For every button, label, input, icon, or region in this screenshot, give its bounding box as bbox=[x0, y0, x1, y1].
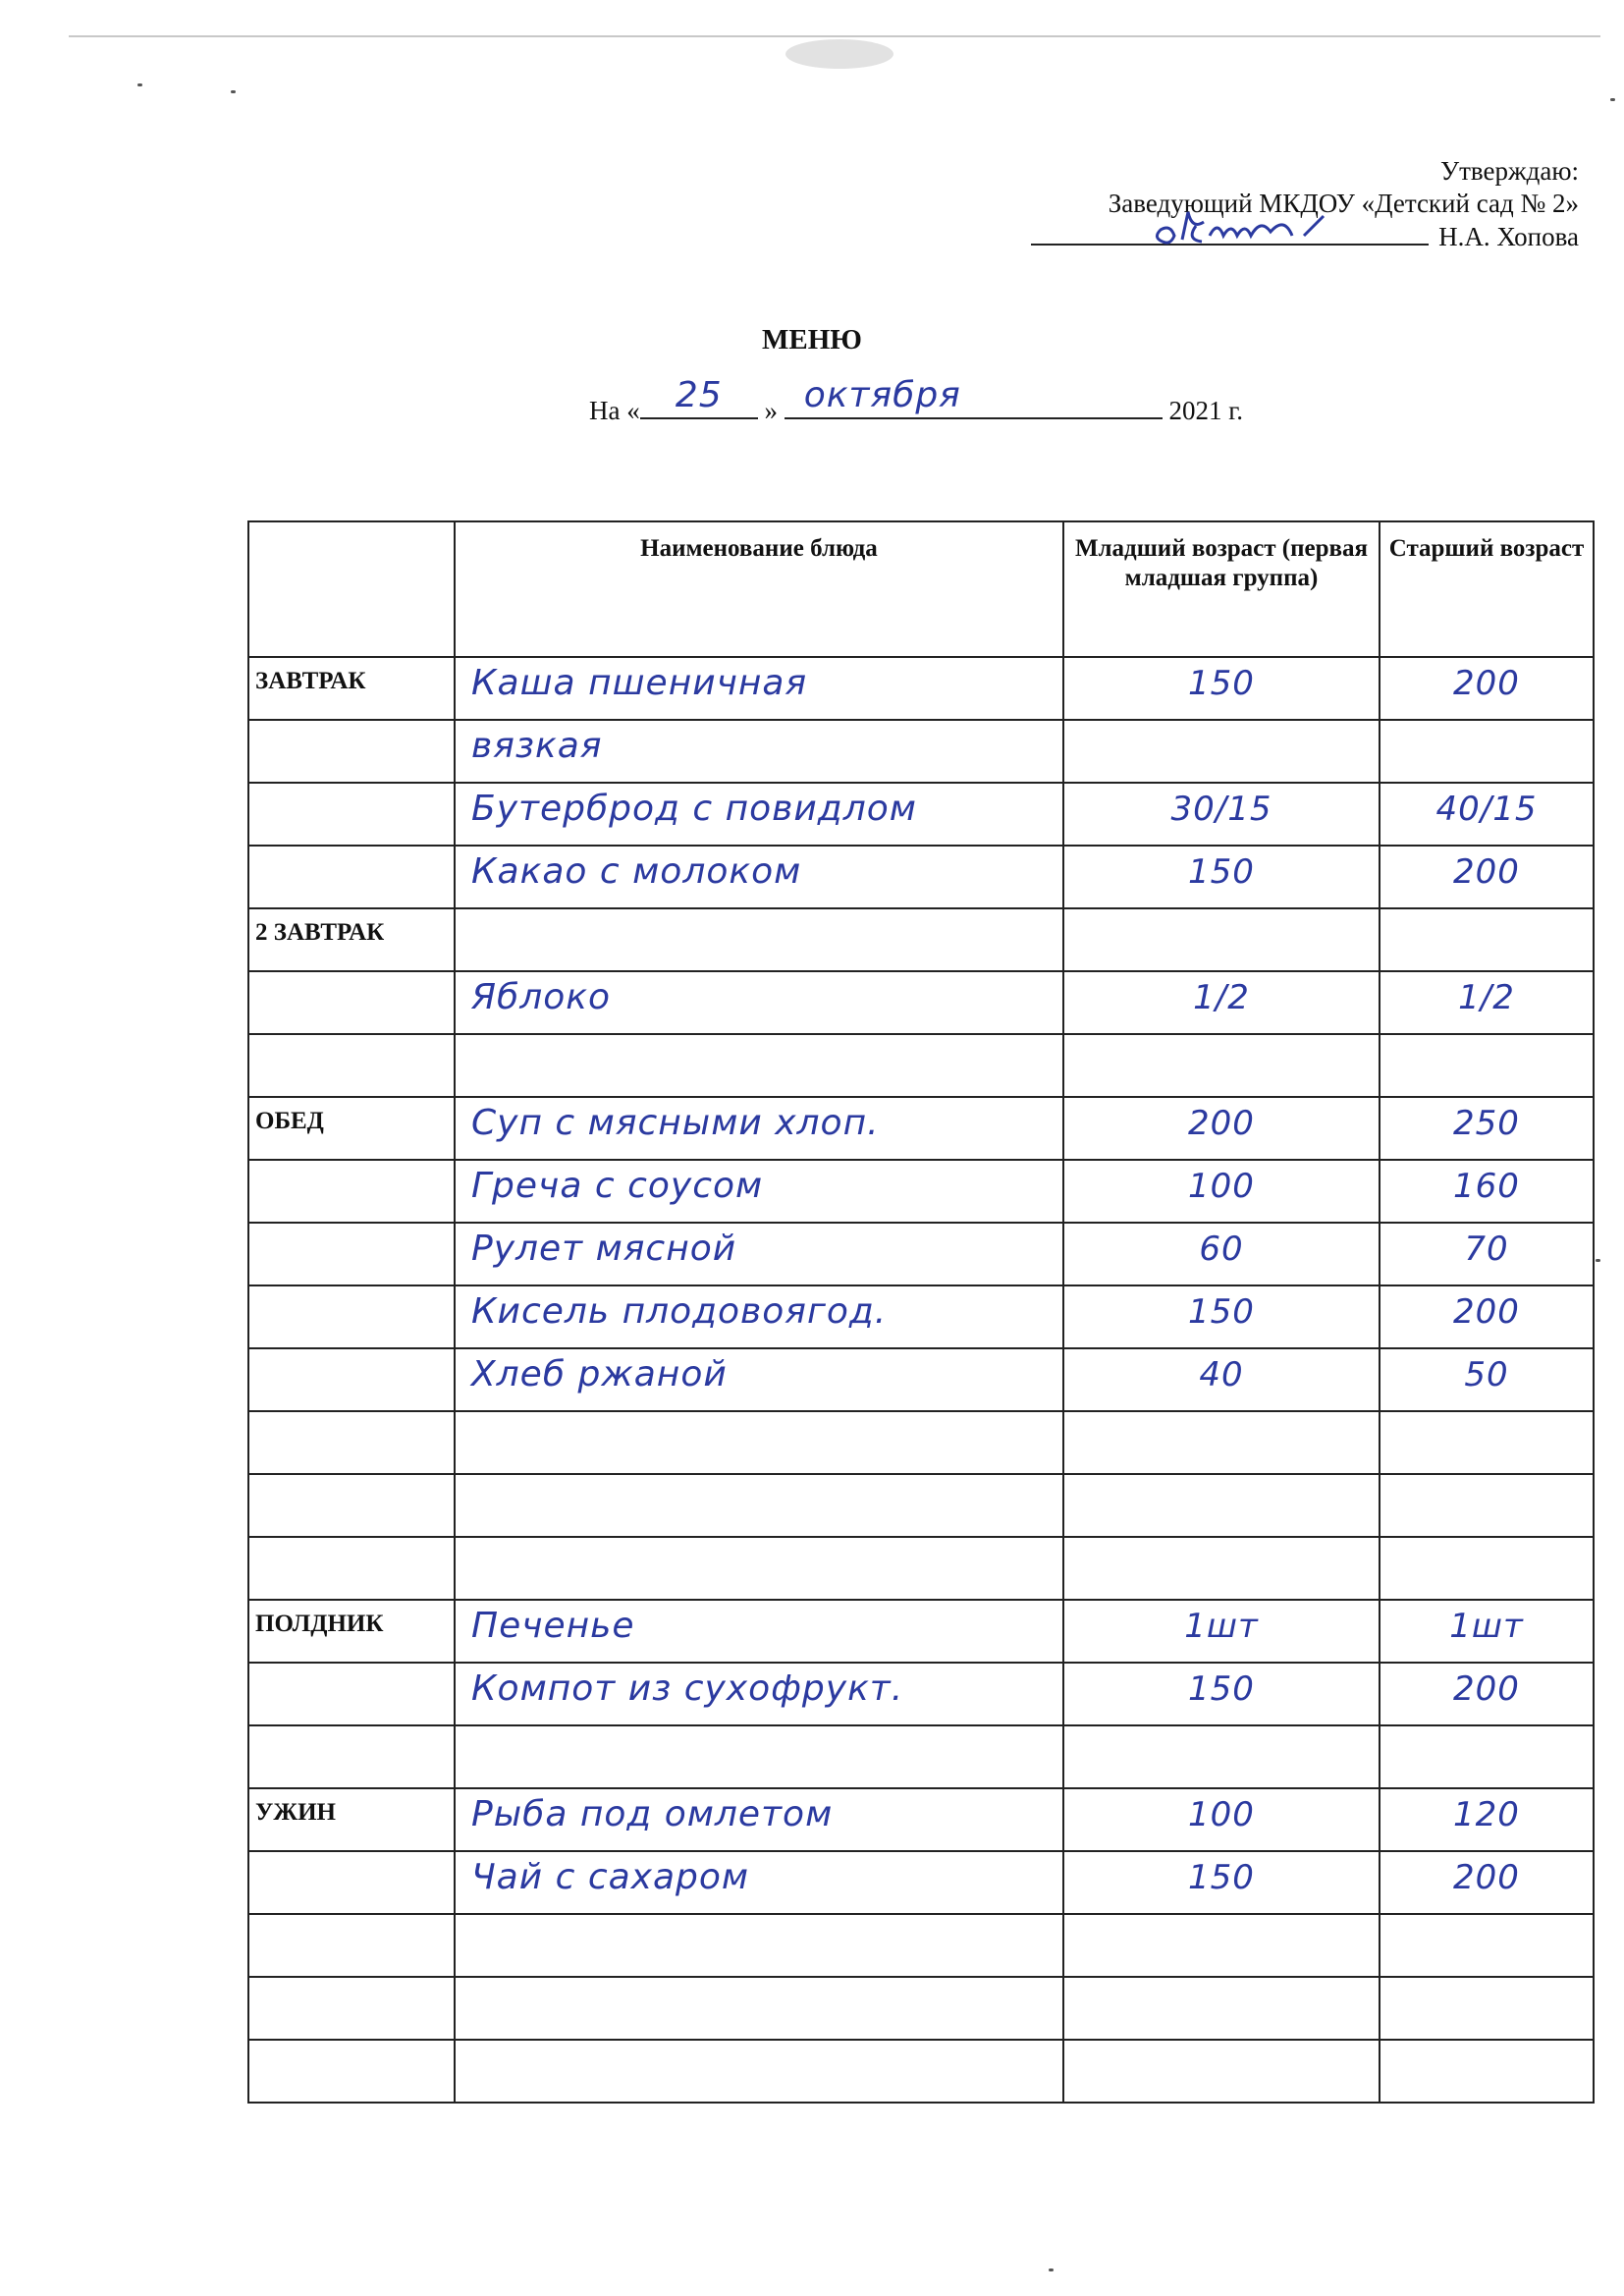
table-row bbox=[248, 1914, 1594, 1977]
senior-portion-cell bbox=[1380, 846, 1594, 908]
header-dish: Наименование блюда bbox=[455, 521, 1063, 657]
date-day: 25 bbox=[675, 375, 723, 415]
senior-portion-cell bbox=[1380, 1474, 1594, 1537]
senior-portion: 200 bbox=[1453, 1858, 1520, 1897]
menu-table bbox=[247, 520, 1595, 2104]
senior-portion-cell bbox=[1380, 783, 1594, 846]
table-row bbox=[248, 1034, 1594, 1097]
meal-label-cell bbox=[248, 1914, 455, 1977]
table-row bbox=[248, 2040, 1594, 2103]
table-row bbox=[248, 1223, 1594, 1285]
senior-portion: 200 bbox=[1453, 852, 1520, 892]
junior-portion-cell bbox=[1063, 1411, 1380, 1474]
senior-portion: 160 bbox=[1453, 1167, 1520, 1206]
senior-portion-cell bbox=[1380, 1977, 1594, 2040]
dish-name-cell bbox=[455, 1977, 1063, 2040]
junior-portion: 150 bbox=[1188, 852, 1255, 892]
signature-line bbox=[1031, 220, 1579, 253]
dish-name-cell bbox=[455, 1474, 1063, 1537]
junior-portion-cell bbox=[1063, 971, 1380, 1034]
dish-name: Греча с соусом bbox=[471, 1166, 764, 1206]
dish-name: Рулет мясной bbox=[471, 1229, 737, 1269]
dish-name-cell bbox=[455, 783, 1063, 846]
table-row bbox=[248, 1977, 1594, 2040]
dish-name-cell bbox=[455, 1097, 1063, 1160]
junior-portion: 1/2 bbox=[1193, 978, 1250, 1017]
scan-speck bbox=[1596, 1259, 1600, 1262]
meal-label-cell bbox=[248, 1223, 455, 1285]
table-row bbox=[248, 1411, 1594, 1474]
table-row bbox=[248, 908, 1594, 971]
dish-name: Яблоко bbox=[471, 977, 612, 1017]
meal-label-cell bbox=[248, 1348, 455, 1411]
dish-name: Кисель плодовоягод. bbox=[471, 1291, 888, 1332]
dish-name-cell bbox=[455, 657, 1063, 720]
meal-label: ЗАВТРАК bbox=[255, 668, 366, 694]
table-row bbox=[248, 1851, 1594, 1914]
meal-label-cell bbox=[248, 908, 455, 971]
scan-speck bbox=[231, 90, 236, 93]
meal-label-cell bbox=[248, 1474, 455, 1537]
meal-label-cell bbox=[248, 1851, 455, 1914]
date-mid: » bbox=[764, 396, 778, 425]
senior-portion: 40/15 bbox=[1435, 790, 1538, 829]
senior-portion-cell bbox=[1380, 657, 1594, 720]
senior-portion-cell bbox=[1380, 1034, 1594, 1097]
junior-portion-cell bbox=[1063, 1348, 1380, 1411]
dish-name: Какао с молоком bbox=[471, 851, 802, 892]
senior-portion: 120 bbox=[1453, 1795, 1520, 1834]
table-row bbox=[248, 657, 1594, 720]
scan-speck bbox=[1049, 2269, 1054, 2271]
meal-label-cell bbox=[248, 1285, 455, 1348]
senior-portion: 70 bbox=[1464, 1230, 1509, 1269]
senior-portion-cell bbox=[1380, 1097, 1594, 1160]
senior-portion-cell bbox=[1380, 1160, 1594, 1223]
junior-portion-cell bbox=[1063, 657, 1380, 720]
junior-portion-cell bbox=[1063, 1474, 1380, 1537]
senior-portion: 1шт bbox=[1449, 1607, 1524, 1646]
approver-name: Н.А. Хопова bbox=[1438, 222, 1579, 251]
meal-label-cell bbox=[248, 783, 455, 846]
table-row bbox=[248, 1788, 1594, 1851]
junior-portion-cell bbox=[1063, 1914, 1380, 1977]
meal-label-cell bbox=[248, 1663, 455, 1725]
senior-portion: 50 bbox=[1464, 1355, 1509, 1394]
senior-portion-cell bbox=[1380, 1663, 1594, 1725]
junior-portion-cell bbox=[1063, 846, 1380, 908]
dish-name-cell bbox=[455, 1914, 1063, 1977]
dish-name: Бутерброд с повидлом bbox=[471, 789, 917, 829]
senior-portion-cell bbox=[1380, 1411, 1594, 1474]
dish-name-cell bbox=[455, 1411, 1063, 1474]
junior-portion: 40 bbox=[1199, 1355, 1244, 1394]
junior-portion-cell bbox=[1063, 2040, 1380, 2103]
signature-rule bbox=[1031, 220, 1429, 246]
dish-name: вязкая bbox=[471, 726, 603, 766]
junior-portion-cell bbox=[1063, 1725, 1380, 1788]
scan-speck bbox=[137, 83, 142, 86]
dish-name: Рыба под омлетом bbox=[471, 1794, 834, 1834]
meal-label-cell bbox=[248, 1034, 455, 1097]
dish-name-cell bbox=[455, 1788, 1063, 1851]
junior-portion: 150 bbox=[1188, 664, 1255, 703]
senior-portion-cell bbox=[1380, 1914, 1594, 1977]
junior-portion-cell bbox=[1063, 1977, 1380, 2040]
senior-portion-cell bbox=[1380, 908, 1594, 971]
dish-name-cell bbox=[455, 1537, 1063, 1600]
table-row bbox=[248, 783, 1594, 846]
meal-label: ПОЛДНИК bbox=[255, 1611, 384, 1637]
dish-name: Компот из сухофрукт. bbox=[471, 1668, 904, 1709]
senior-portion-cell bbox=[1380, 1537, 1594, 1600]
meal-label-cell bbox=[248, 971, 455, 1034]
senior-portion: 200 bbox=[1453, 1669, 1520, 1709]
table-row bbox=[248, 1160, 1594, 1223]
header-senior: Старший возраст bbox=[1380, 521, 1594, 657]
senior-portion: 200 bbox=[1453, 1292, 1520, 1332]
dish-name: Печенье bbox=[471, 1606, 635, 1646]
junior-portion: 100 bbox=[1188, 1167, 1255, 1206]
dish-name: Суп с мясными хлоп. bbox=[471, 1103, 880, 1143]
junior-portion-cell bbox=[1063, 1851, 1380, 1914]
junior-portion-cell bbox=[1063, 1097, 1380, 1160]
meal-label: УЖИН bbox=[255, 1799, 336, 1826]
meal-label-cell bbox=[248, 1788, 455, 1851]
dish-name-cell bbox=[455, 1851, 1063, 1914]
meal-label: 2 ЗАВТРАК bbox=[255, 919, 385, 946]
table-row bbox=[248, 971, 1594, 1034]
meal-label-cell bbox=[248, 1160, 455, 1223]
dish-name-cell bbox=[455, 908, 1063, 971]
scan-smudge bbox=[785, 39, 893, 69]
junior-portion: 150 bbox=[1188, 1669, 1255, 1709]
meal-label-cell bbox=[248, 1725, 455, 1788]
senior-portion-cell bbox=[1380, 1788, 1594, 1851]
table-row bbox=[248, 1285, 1594, 1348]
dish-name: Чай с сахаром bbox=[471, 1857, 750, 1897]
approval-label: Утверждаю: bbox=[1439, 156, 1579, 186]
date-month: октября bbox=[803, 375, 961, 415]
approval-block bbox=[1031, 155, 1579, 253]
meal-label-cell bbox=[248, 720, 455, 783]
menu-title: МЕНЮ bbox=[762, 324, 862, 355]
senior-portion-cell bbox=[1380, 971, 1594, 1034]
junior-portion: 1шт bbox=[1184, 1607, 1259, 1646]
meal-label-cell bbox=[248, 1411, 455, 1474]
dish-name-cell bbox=[455, 846, 1063, 908]
senior-portion-cell bbox=[1380, 1851, 1594, 1914]
senior-portion-cell bbox=[1380, 1223, 1594, 1285]
junior-portion-cell bbox=[1063, 1537, 1380, 1600]
meal-label-cell bbox=[248, 1537, 455, 1600]
meal-label-cell bbox=[248, 1977, 455, 2040]
header-meal bbox=[248, 521, 455, 657]
dish-name-cell bbox=[455, 1160, 1063, 1223]
meal-label: ОБЕД bbox=[255, 1108, 324, 1134]
junior-portion: 150 bbox=[1188, 1858, 1255, 1897]
junior-portion-cell bbox=[1063, 908, 1380, 971]
table-row bbox=[248, 1663, 1594, 1725]
senior-portion-cell bbox=[1380, 1600, 1594, 1663]
junior-portion: 30/15 bbox=[1170, 790, 1272, 829]
senior-portion: 200 bbox=[1453, 664, 1520, 703]
meal-label-cell bbox=[248, 2040, 455, 2103]
table-row bbox=[248, 1474, 1594, 1537]
table-header-row bbox=[248, 521, 1594, 657]
dish-name-cell bbox=[455, 1725, 1063, 1788]
approval-position: Заведующий МКДОУ «Детский сад № 2» bbox=[1108, 189, 1579, 218]
meal-label-cell bbox=[248, 1600, 455, 1663]
date-prefix: На « bbox=[589, 396, 640, 425]
handwritten-signature bbox=[1149, 206, 1345, 257]
header-junior: Младший возраст (первая младшая группа) bbox=[1063, 521, 1380, 657]
junior-portion-cell bbox=[1063, 1160, 1380, 1223]
meal-label-cell bbox=[248, 846, 455, 908]
junior-portion-cell bbox=[1063, 720, 1380, 783]
senior-portion-cell bbox=[1380, 1348, 1594, 1411]
dish-name: Каша пшеничная bbox=[471, 663, 808, 703]
senior-portion: 1/2 bbox=[1458, 978, 1515, 1017]
junior-portion: 60 bbox=[1199, 1230, 1244, 1269]
dish-name-cell bbox=[455, 1285, 1063, 1348]
dish-name: Хлеб ржаной bbox=[471, 1354, 728, 1394]
junior-portion-cell bbox=[1063, 1788, 1380, 1851]
junior-portion: 100 bbox=[1188, 1795, 1255, 1834]
dish-name-cell bbox=[455, 1600, 1063, 1663]
junior-portion-cell bbox=[1063, 1663, 1380, 1725]
senior-portion: 250 bbox=[1453, 1104, 1520, 1143]
date-year: 2021 г. bbox=[1168, 396, 1244, 425]
dish-name-cell bbox=[455, 1223, 1063, 1285]
table-row bbox=[248, 846, 1594, 908]
menu-date bbox=[589, 375, 1244, 426]
junior-portion-cell bbox=[1063, 1034, 1380, 1097]
table-row bbox=[248, 1600, 1594, 1663]
date-month-blank bbox=[785, 375, 1163, 419]
table-row bbox=[248, 720, 1594, 783]
junior-portion: 200 bbox=[1188, 1104, 1255, 1143]
menu-table-body bbox=[248, 657, 1594, 2103]
dish-name-cell bbox=[455, 2040, 1063, 2103]
junior-portion-cell bbox=[1063, 1223, 1380, 1285]
junior-portion-cell bbox=[1063, 1285, 1380, 1348]
table-row bbox=[248, 1537, 1594, 1600]
dish-name-cell bbox=[455, 720, 1063, 783]
senior-portion-cell bbox=[1380, 720, 1594, 783]
scan-edge-line bbox=[69, 35, 1600, 37]
senior-portion-cell bbox=[1380, 1725, 1594, 1788]
senior-portion-cell bbox=[1380, 1285, 1594, 1348]
table-row bbox=[248, 1348, 1594, 1411]
dish-name-cell bbox=[455, 1348, 1063, 1411]
senior-portion-cell bbox=[1380, 2040, 1594, 2103]
dish-name-cell bbox=[455, 1663, 1063, 1725]
table-row bbox=[248, 1097, 1594, 1160]
meal-label-cell bbox=[248, 657, 455, 720]
dish-name-cell bbox=[455, 1034, 1063, 1097]
junior-portion: 150 bbox=[1188, 1292, 1255, 1332]
junior-portion-cell bbox=[1063, 783, 1380, 846]
dish-name-cell bbox=[455, 971, 1063, 1034]
date-day-blank bbox=[640, 375, 758, 419]
meal-label-cell bbox=[248, 1097, 455, 1160]
junior-portion-cell bbox=[1063, 1600, 1380, 1663]
scan-speck bbox=[1610, 98, 1615, 101]
table-row bbox=[248, 1725, 1594, 1788]
